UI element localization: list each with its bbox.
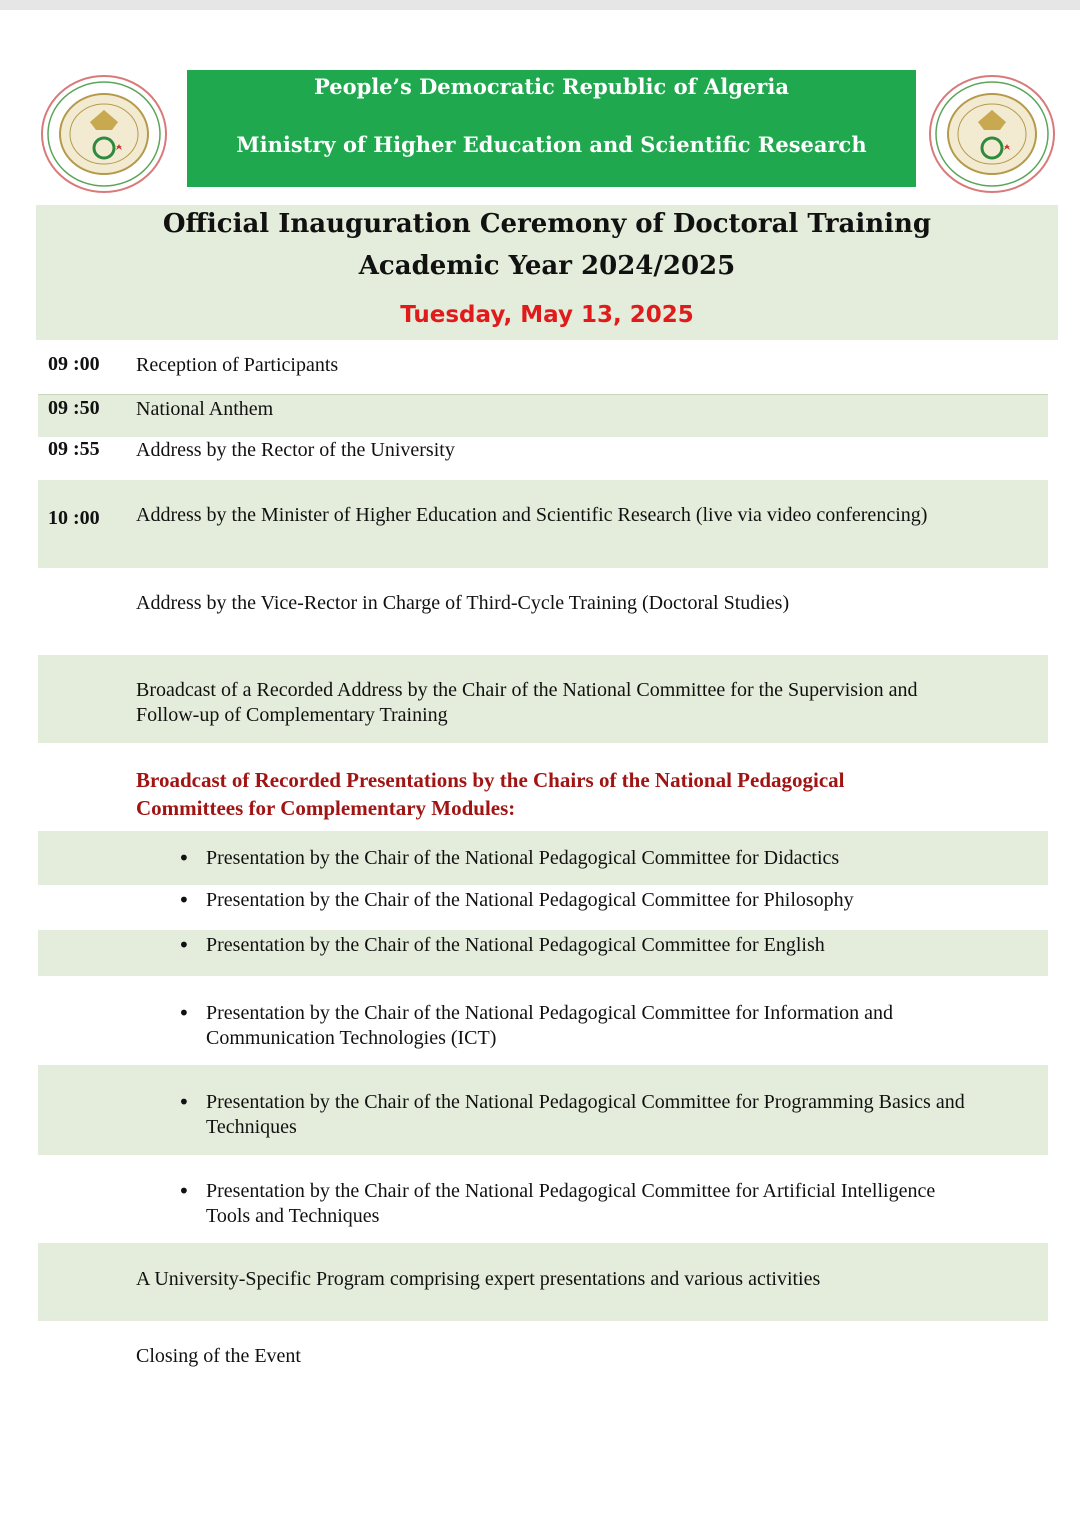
university-program: A University-Specific Program comprising expert presentations and various activities — [136, 1268, 821, 1290]
agenda-item: Broadcast of a Recorded Address by the Chair of the National Committee for the Supervision and — [136, 679, 918, 701]
agenda-item: Address by the Minister of Higher Education and Scientific Research (live via video conferencing) — [136, 504, 928, 526]
event-title-box — [36, 205, 1058, 340]
event-title: Official Inauguration Ceremony of Doctoral Training — [162, 209, 932, 239]
presentations-heading-continued: Committees for Complementary Modules: — [136, 796, 516, 820]
presentation-item-continued: Tools and Techniques — [206, 1205, 380, 1227]
presentation-item-continued: Communication Technologies (ICT) — [206, 1027, 497, 1049]
ministry-name: Ministry of Higher Education and Scientific Research — [236, 132, 867, 157]
agenda-item: National Anthem — [136, 398, 274, 420]
academic-year: Academic Year 2024/2025 — [358, 251, 736, 281]
presentation-item: Presentation by the Chair of the National Pedagogical Committee for Philosophy — [206, 889, 854, 911]
presentation-item: Presentation by the Chair of the National Pedagogical Committee for Programming Basics and — [206, 1091, 965, 1113]
presentation-item: Presentation by the Chair of the National Pedagogical Committee for English — [206, 934, 825, 956]
time-slot: 09 :00 — [48, 353, 100, 375]
agenda-item: Reception of Participants — [136, 354, 339, 376]
bullet-icon: • — [178, 933, 190, 957]
presentation-item: Presentation by the Chair of the National Pedagogical Committee for Artificial Intelligence — [206, 1180, 936, 1202]
time-slot: 09 :50 — [48, 397, 100, 419]
agenda-item: Address by the Rector of the University — [136, 439, 455, 461]
event-date: Tuesday, May 13, 2025 — [400, 302, 694, 328]
agenda-item-continued: Follow-up of Complementary Training — [136, 704, 448, 726]
presentations-heading: Broadcast of Recorded Presentations by the Chairs of the National Pedagogical — [136, 768, 845, 792]
time-slot: 10 :00 — [48, 507, 100, 529]
presentation-item: Presentation by the Chair of the National Pedagogical Committee for Didactics — [206, 847, 840, 869]
agenda-item: Address by the Vice-Rector in Charge of Third-Cycle Training (Doctoral Studies) — [136, 592, 790, 614]
presentation-item-continued: Techniques — [206, 1116, 297, 1138]
top-bar — [0, 0, 1080, 10]
bullet-icon: • — [178, 1090, 190, 1114]
bullet-icon: • — [178, 1001, 190, 1025]
bullet-icon: • — [178, 1179, 190, 1203]
ministry-banner — [187, 70, 916, 187]
ministry-seal-icon — [38, 72, 170, 196]
presentation-item: Presentation by the Chair of the National Pedagogical Committee for Information and — [206, 1002, 894, 1024]
bullet-icon: • — [178, 846, 190, 870]
closing-item: Closing of the Event — [136, 1345, 301, 1367]
country-name: People’s Democratic Republic of Algeria — [314, 74, 789, 99]
bullet-icon: • — [178, 888, 190, 912]
time-slot: 09 :55 — [48, 438, 100, 460]
ministry-seal-icon — [926, 72, 1058, 196]
